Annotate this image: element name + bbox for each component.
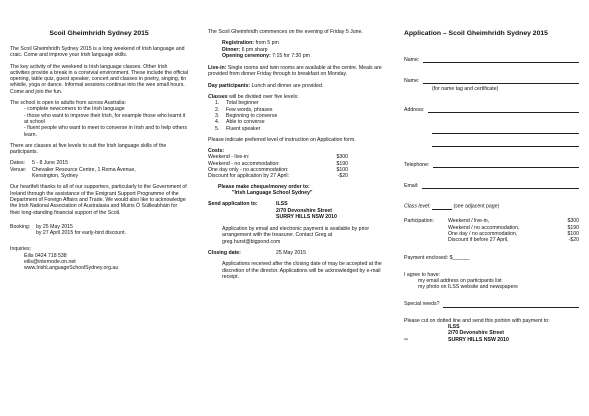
scissors-icon: ✂	[404, 336, 409, 343]
registration-row: Registration: from 5 pm	[222, 40, 279, 47]
telephone-input-line[interactable]	[433, 161, 579, 168]
address-field[interactable]: Address:	[404, 106, 579, 113]
booking-line-1: by 25 May 2015	[36, 223, 73, 230]
class-level-input-line[interactable]	[432, 203, 452, 210]
venue-label: Venue:	[10, 166, 27, 173]
payment-amount[interactable]: $______	[449, 255, 470, 262]
dates-label: Dates:	[10, 160, 25, 167]
costs-label: Costs:	[208, 148, 225, 155]
cut-address-line-1: ILSS	[448, 323, 460, 330]
venue-line-1: Chevalier Resource Centre, 1 Roma Avenue,	[32, 166, 136, 173]
participation-row[interactable]: One day / no accommodation, $100	[448, 230, 579, 237]
dates-value: 5 - 8 June 2015	[32, 160, 69, 167]
name-tag-field[interactable]: Name:	[404, 77, 579, 84]
closing-row: Closing date: 25 May 2015	[208, 250, 306, 257]
list-item: Fluent speaker	[226, 125, 261, 132]
name-tag-input-line[interactable]	[423, 77, 579, 84]
list-item: Beginning to converse	[226, 112, 278, 119]
info-column-middle	[196, 0, 392, 416]
day-participants-paragraph: Day participants: Lunch and dinner are provided.	[208, 82, 324, 89]
classes-heading: Classes will be divided over five levels:	[208, 94, 299, 101]
name-input-line[interactable]	[423, 56, 579, 63]
dinner-row: Dinner: 6 pm sharp	[222, 46, 268, 53]
list-item: - complete newcomers to the Irish language	[24, 106, 188, 112]
send-line-3: SURRY HILLS NSW 2010	[276, 213, 337, 220]
class-level-field[interactable]: Class level: (see adjacent page)	[404, 204, 500, 210]
cost-row: Weekend - live-in: $300	[208, 154, 348, 161]
commence-paragraph: The Scoil Gheimhridh commences on the evening of Friday 5 June.	[208, 29, 363, 35]
address-input-line[interactable]	[428, 106, 579, 113]
name-note: (for name tag and certificate)	[432, 86, 499, 92]
telephone-field[interactable]: Telephone:	[404, 161, 579, 168]
send-row: Send application to: ILSS	[208, 201, 288, 208]
livein-paragraph: Live-in: Single rooms and twin rooms are available at the centre. Meals are provided from dinner Friday through to breakfast on Monday.	[208, 65, 382, 78]
agree-label: I agree to have:	[404, 271, 441, 278]
cheque-line-1: Please make cheque/money order to:	[218, 183, 310, 190]
address-line-3[interactable]	[432, 140, 579, 147]
application-form	[392, 0, 589, 416]
form-title: Application – Scoil Gheimhridh Sydney 2015	[404, 30, 548, 37]
open-intro: The school is open to adults from across Australia:	[10, 100, 126, 107]
participation-options	[404, 218, 579, 243]
special-needs-field[interactable]: Special needs?	[404, 301, 579, 308]
thanks-paragraph: Our heartfelt thanks to all of our supporters, particularly to the Government of Ireland through the assistance of the Emigrant Support Programme of the Department of Foreign Affairs and Trade. We would also like to acknowledge the Irish National Association of Australasia and Muiris Ó Súilleabháin for their long-standing financial support of the Scoil.	[10, 184, 187, 216]
electronic-paragraph: Application by email and electronic payment is available by prior arrangement with the treasurer. Contact Greg at greg.hurst@bigpond.com	[222, 226, 370, 245]
participation-row[interactable]: Discount if before 27 April, -$20	[448, 237, 579, 244]
inquiry-contact: Éilis 0424 718 538	[24, 252, 67, 259]
booking-label: Booking:	[10, 223, 31, 230]
booking-line-2: by 27 April 2015 for early-bird discount.	[36, 230, 126, 237]
cut-address-row-3: ✂ SURRY HILLS NSW 2010	[404, 336, 509, 343]
audience-list	[10, 106, 188, 137]
school-title: Scoil Gheimhridh Sydney 2015	[49, 30, 149, 37]
list-item: Few words, phrases	[226, 106, 273, 113]
class-levels-list	[208, 100, 384, 131]
participation-row[interactable]: Weekend / no accommodation, $190	[448, 224, 579, 231]
list-item: Total beginner	[226, 100, 259, 107]
agree-photo-option[interactable]: my photo on ILSS website and newspapers	[418, 284, 518, 291]
address-line-2[interactable]	[432, 127, 579, 134]
intro-paragraph: The Scoil Gheimhridh Sydney 2015 is a long weekend of Irish language and craic. Come and improve your Irish language skills.	[10, 46, 185, 59]
agree-email-option[interactable]: my email address on participants list	[418, 278, 502, 285]
costs-table	[208, 154, 348, 179]
cut-address-line-2: 2/70 Devonshire Street	[448, 330, 504, 337]
cheque-line-2: "Irish Language School Sydney"	[232, 189, 313, 196]
closing-paragraph: Applications received after the closing date of may be accepted at the discretion of the director. Applications will be acknowledged by e-mail receipt.	[222, 261, 382, 280]
payment-field[interactable]: Payment enclosed: $______	[404, 255, 470, 262]
cost-row: Weekend - no accommodation: $190	[208, 160, 348, 167]
send-line-2: 2/70 Devonshire Street	[276, 207, 332, 214]
cost-row: One day only - no accommodation: $100	[208, 167, 348, 174]
venue-line-2: Kensington, Sydney	[32, 173, 79, 180]
list-item: Able to converse	[226, 119, 265, 126]
indicate-paragraph: Please indicate preferred level of instruction on Application form.	[208, 136, 356, 143]
email-input-line[interactable]	[422, 182, 579, 189]
info-column-left	[0, 0, 196, 416]
inquiries-label: Inquiries:	[10, 246, 32, 253]
cost-row: Discount for application by 27 April: -$20	[208, 173, 348, 180]
inquiry-email[interactable]: eilis@internode.on.net	[24, 259, 76, 266]
list-item: - those who want to improve their Irish, for example those who learnt it at school	[24, 113, 188, 126]
activity-paragraph: The key activity of the weekend is Irish language classes. Other Irish activities provide a break in a convivial environment. These include the official opening, table quiz, guest speaker, concert and classes in poetry, singing, tin whistle, yoga or dance. Informal sessions continue into the wee small hours. Come and join the fun.	[10, 63, 189, 95]
inquiry-website[interactable]: www.IrishLanguageSchoolSydney.org.au	[24, 265, 119, 272]
participation-row[interactable]: Participation: Weekend / live-in, $300	[404, 218, 579, 225]
list-item: - fluent people who want to meet to converse in Irish and to help others learn.	[24, 125, 188, 138]
email-field[interactable]: Email:	[404, 182, 579, 189]
levels-paragraph: There are classes at five levels to suit the Irish language skills of the participants.	[10, 142, 167, 156]
opening-row: Opening ceremony: 7:15 for 7:30 pm	[222, 52, 310, 59]
cutout-instructions: Please cut on dotted line and send this portion with payment to:	[404, 317, 550, 324]
name-field[interactable]: Name:	[404, 56, 579, 63]
special-needs-input-line[interactable]	[443, 301, 579, 308]
